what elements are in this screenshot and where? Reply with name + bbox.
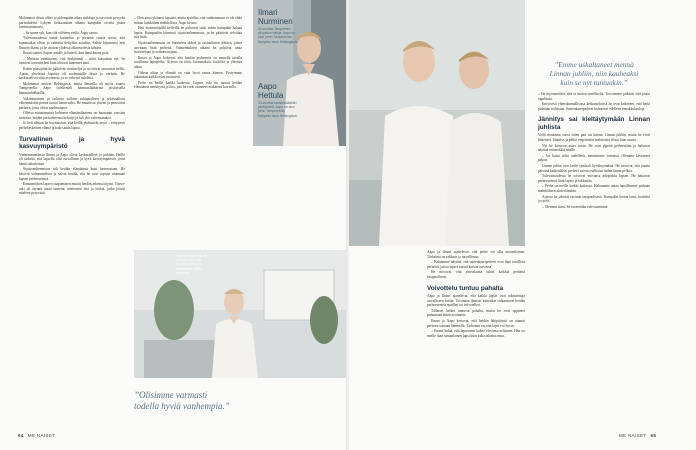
pull-quote-right: ”Emme uskaltaneet mennä Linnan juhliin, niin kauheaksi kuin se nyt tuntuukin.”: [549, 60, 639, 87]
person-info-ilmari: [258, 8, 298, 44]
person-bio: 33-vuotias hammaslääkäri yksityisellä. Aapo on alun perin Tampereelta. Nykyään asuu Helsingissä.: [258, 101, 298, 118]
body-paragraph: Molemmat olivat olleet jo pidempään aikaa sinkkuja ja toivoivat pysyvää parisuhdetta. Lyhyen kohtaamisen aikana kumpikin oivalsi jotain tuntemattomasta.: [19, 16, 125, 30]
magazine-name: ME NAISET: [27, 433, 56, 438]
body-paragraph: Ilmari saattoi Aapon autolle ja katseli, kun tämä kaarsi pois.: [23, 51, 110, 56]
person-name: Aapo Hettula: [258, 82, 284, 100]
body-paragraph: Ensimmäisen lapsen saapuminen muutti heidän arkensa täysin. Vauva-arki oli täynnä uusia tunteita, unettomia öitä ja hetkiä, jotka jäävät mieleen pysyvästi.: [19, 182, 125, 196]
body-paragraph: – Haluamme näyttää, että sateenkaariperheet ovat ihan tavallisia perheitä, joissa lapset saavat kasvaa turvassa.: [427, 260, 525, 269]
section-heading-linna: Jännitys sai kieltäytymään Linnan juhlista: [538, 116, 650, 131]
body-paragraph: – Olemme tiimi. Se on meidän vahvuutemme.: [542, 204, 609, 209]
left-page: [0, 0, 347, 450]
body-paragraph: Aapo ja Ilmari ajattelevat, että kaikki lapset ovat oikeutettuja turvalliseen kotiin. Toisinaan ihmiset kuitenkin suhtautuvat heidän perheeseensä epäillen tai voivotellen.: [427, 294, 525, 308]
right-page-column-2: [538, 60, 650, 430]
left-page-column-2: [134, 16, 242, 248]
right-page-column-1: [427, 250, 525, 430]
body-paragraph: – Muistan miettineeni, että herkimmät – niitä kutsutaan nyt, he tunsivat toisensa heti kuin olisivat tunteneet aina.: [19, 56, 125, 66]
left-page-column-1: [19, 16, 125, 428]
body-paragraph: – On myönnettävä, että se tuntuu surulliselta. Toivoimme pitkään, että jotain tapahtuisi.: [538, 92, 650, 101]
section-heading-pity: Voivottelu tuntuu pahalta: [427, 284, 504, 292]
body-paragraph: Nyt he katsovat asiaa toisin. He ovat ylpeitä perheestään ja haluavat näyttää esimerkkiä muille.: [538, 143, 650, 153]
section-heading-environment: Turvallinen ja hyvä kasvuympäristö: [19, 135, 125, 151]
person-info-aapo: [258, 82, 298, 118]
page-folio-left: [14, 433, 55, 438]
page-number: 64: [18, 433, 24, 438]
body-paragraph: – Se tunne syli, kun sitä viihteen vieltä, Aapo sanoo.: [23, 30, 99, 35]
person-bio: 34-vuotias Tampereen yliopiston tutkija. Aapo on alun perin Tampereelta. Nykyään asuu Helsingissä.: [258, 27, 298, 44]
page-number: 65: [650, 433, 657, 438]
page-folio-right: [619, 433, 660, 438]
right-page: [349, 0, 696, 450]
body-paragraph: – Perhe on meille kaikki kaikessa. Haluamme antaa lapsillemme parhaan mahdollisen alun elämään.: [538, 184, 650, 193]
portrait-photo: [134, 250, 347, 378]
body-paragraph: – Olen aina tykännyt lapsista, mutta ajatellut, että vanhemmuus ei ole ehkä minun kohdallani mahdollista, Aapo kertoo.: [134, 16, 242, 25]
body-paragraph: Tulevaisuudessa häntä kuitenkin jo pienenä suurta arvoa, että kummatkin olivat jo valmiita tiettyihin asioihin. Suhde käynnistyi heti Ilmarin iltana, ja he asuivat yhdessä alkuvuodesta lähtien.: [19, 36, 125, 50]
body-paragraph: Ilmari ja Aapo kokevat, että heidän perheensä on monella tavalla tavallinen lapsiperhe. Arjessa on töitä, harrastuksia, kotitöitä ja yhteistä aikaa.: [134, 55, 242, 69]
couple-portrait-photo: [349, 0, 525, 246]
body-paragraph: – Jos kutsu tulisi uudelleen, menisimme varmasti. Olemme kasvaneet paljon.: [538, 153, 650, 163]
photo-caption: Aapo ja Ilmari käyvät yhdessä kävelyllä. Heidän kotinsa on rauhallinen paikka perheelle.: [176, 254, 207, 275]
body-paragraph: Vielä muutama vuosi sitten pari sai kutsun Linnan juhliin, mutta he eivät lähteneet. Jännitys ja pelko ympäristön reaktioista olivat liian suuria.: [538, 133, 650, 142]
body-paragraph: Linnan juhlat ovat heille symboli hyväksynnästä. He toivovat, että jonain päivänä kaikenlaiset perheet voivat osallistua niihin ilman pelkoa.: [538, 163, 650, 173]
pull-quote-left: ”Olisimme varmasti todella hyviä vanhempia.”: [134, 390, 230, 411]
body-paragraph: Perhe on heille kaikki kaikessa. Lapsen tulo on tuonut heidän elämäänsä merkitystä ja iloa, jota he eivät osanneet etukäteen kuvitella.: [134, 80, 242, 90]
body-paragraph: Sijaisvanhemmuus on Suomessa tärkeä ja vastuullinen tehtävä, johon tarvitaan lisää perheitä. Valmennuksen aikana he pohtivat omia motiivejaan ja voimavarojaan.: [134, 40, 242, 55]
body-paragraph: Vanhemmuudesta Ilmari ja Aapo olivat keskustelleet jo pitkään. Heille oli tärkeää, että lapsella olisi turvallinen ja hyvä kasvuympäristö, jossa häntä rakastetaan.: [19, 152, 125, 166]
body-paragraph: Heti ensimmäisillä treffeillä he puhuivat siitä, miten kumpikin haluaa lapsia. Kumpaakin kiinnosti sijaisvanhemmuus, ja he päättivät selvittää sitä lisää.: [134, 26, 242, 40]
body-paragraph: Tulevaisuudessa he toivovat voivansa adoptoida lapsen. He haluavat perheeseensä lisää lapsia ja rakkautta.: [538, 174, 650, 183]
body-paragraph: Ollessa muuttamassa kolmeen elämäntilanteen on haastanut vuosien saatossa, heidän parisuhteensa kehittyi ja tuli yhä vahvemmaksi.: [19, 111, 125, 120]
magazine-name: ME NAISET: [619, 433, 647, 438]
body-paragraph: Ilmari ja Aapo kertovat, että heidän lähipiirinsä on ottanut perheen vastaan lämmöllä. Tärkeintä on, että lapsi voi hyvin.: [427, 319, 525, 328]
body-paragraph: Oikeaa aikaa ja elämää on vain hyvä sanoa ääneen. Pystyimme jakamaan kaikki asiat avoimesti.: [134, 70, 242, 80]
body-paragraph: Aapo ja Ilmari ajattelevat, että perhe voi olla monenlainen. Tärkeintä on rakkaus ja turvallisuus.: [427, 250, 525, 259]
body-paragraph: He toivovat, että yhteiskunta tukisi kaikkia perheitä tasapuolisesti.: [427, 270, 525, 279]
body-paragraph: – Emme halua, että lapsemme kokee olevansa erilainen. Hän on meille ihan samanlainen lapsi kuin kuka tahansa muu.: [427, 329, 525, 338]
body-paragraph: Kotiin päästyään he jatkoivat viestittelyä ja sovittivat seuraavat treffit. Ajatus yhteisistä lapsista oli molemmille läsnä jo varhain. He keskustelivat siitä avoimesti, ja se vahvisti suhdetta.: [19, 66, 125, 81]
body-paragraph: Tällaiset hetket tuntuvat pahalta, mutta he ovat oppineet puhumaan niistä avoimesti.: [427, 308, 525, 318]
body-paragraph: Erityisesti yhteiskunnallisissa keskusteluissa he ovat kokeneet, että heitä pidetään erilaisina. Sateenkaariperheet kohtaavat edelleen ennakkoluuloja.: [538, 102, 650, 111]
body-paragraph: Sijaisvanhemmuus tuli heidän elämäänsä kuin luonnostaan. He kävivät valmennuksen ja saivat kuulla, että he ovat sopivia ottamaan lapsen perheeseensä.: [19, 167, 125, 181]
body-paragraph: Vakiintuminen ja ratkaisu sulloen sukupuolisen ja seksuaalisen vähemmistön parina tuntui luontevalta. He muuttivat yhteen ja perustivat perheen, josta olivat unelmoineet.: [19, 96, 125, 110]
body-paragraph: Jo heti alkuun he huomasivat, että heillä yhdistävät arvot – erityisesti perhekeskeinen elämä ja halu saada lapsia.: [19, 121, 125, 131]
body-paragraph: Molemmat asuivat Helsingissä, mutta Ilmarilla oli myös asunto Tampereella. Aapo työskenteli hammaslääkärinä yksityisellä hammaslääkärillä.: [19, 81, 125, 95]
body-paragraph: Arjessa he jakavat vastuun tasapuolisesti. Kumpikin hoitaa lasta, kotitöitä ja työtä.: [538, 194, 650, 204]
person-name: Ilmari Nurminen: [258, 8, 293, 26]
